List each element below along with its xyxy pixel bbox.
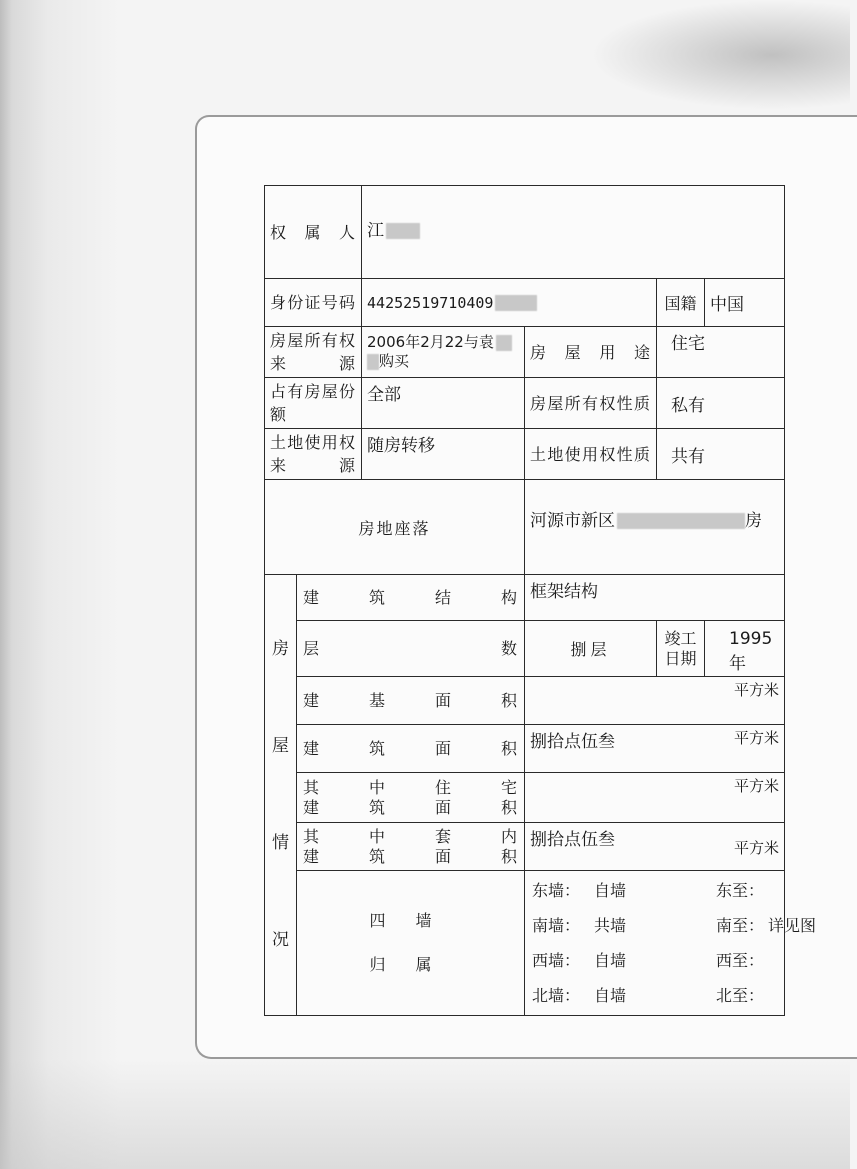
wall-row-west [532,943,716,978]
boundary-name: 东至： [716,881,765,900]
location-label: 房地座落 [265,480,525,575]
ownership-source-line2: 购买 [379,352,410,370]
completion-value: 1995年 [705,621,785,677]
scan-shadow [0,0,120,1169]
id-value [362,279,657,327]
share-value: 全部 [362,378,525,429]
nationality-value: 中国 [705,279,785,327]
owner-label: 权属人 [265,186,362,279]
residential-area-label [297,773,525,823]
owner-name: 江 [367,221,385,241]
location-value [525,480,785,575]
area-unit: 平方米 [734,729,780,747]
inner-area-label-1: 其中套内 [303,826,519,846]
walls-detail [525,871,817,1016]
boundary-south [716,908,816,943]
wall-value: 自墙 [594,881,627,900]
id-label: 身份证号码 [265,279,362,327]
floors-label: 层数 [297,621,525,677]
redaction-mark [495,295,537,311]
house-section-char: 房 [272,639,289,659]
wall-value: 共墙 [594,916,627,935]
house-section-label [265,575,297,1016]
wall-name: 西墙： [532,951,581,970]
usage-value: 住宅 [657,327,785,378]
residential-area-label-2: 建筑面积 [303,797,519,817]
redaction-mark [367,354,379,370]
completion-label-1: 竣工 [664,628,697,648]
boundary-name: 北至： [716,986,765,1005]
land-nature-label: 土地使用权性质 [525,429,657,480]
walls-label-1: 四墙 [369,911,462,930]
structure-value: 框架结构 [525,575,785,621]
wall-row-south [532,908,716,943]
base-area-label: 建基面积 [297,677,525,725]
ownership-source-line1: 2006年2月22与袁 [367,333,494,351]
ownership-nature-label: 房屋所有权性质 [525,378,657,429]
property-record-table [264,185,817,1016]
residential-area-value [525,773,785,823]
floors-value: 捌层 [525,621,657,677]
scan-smudge [590,0,850,110]
location-suffix: 房 [745,511,763,531]
redaction-mark [496,335,512,351]
boundary-north [716,978,816,1013]
structure-label: 建筑结构 [297,575,525,621]
inner-area-label-2: 建筑面积 [303,846,519,866]
house-section-char: 况 [272,930,289,950]
redaction-mark [386,223,420,239]
boundary-value: 详见图 [768,916,817,935]
land-source-value: 随房转移 [362,429,525,480]
wall-row-north [532,978,716,1013]
completion-label [657,621,705,677]
owner-value [362,186,785,279]
land-nature-value: 共有 [657,429,785,480]
walls-label-2: 归属 [369,955,462,974]
building-area-number: 捌拾点伍叁 [530,732,616,752]
usage-label: 房屋用途 [525,327,657,378]
boundary-east [716,873,816,908]
area-unit: 平方米 [734,681,780,699]
share-label: 占有房屋份额 [265,378,362,429]
house-section-char: 情 [272,833,289,853]
inner-area-label [297,823,525,871]
area-unit: 平方米 [734,839,780,857]
nationality-label: 国籍 [657,279,705,327]
inner-area-number: 捌拾点伍叁 [530,830,616,850]
wall-row-east [532,873,716,908]
wall-name: 东墙： [532,881,581,900]
location-prefix: 河源市新区 [530,511,616,531]
ownership-source-value [362,327,525,378]
wall-name: 北墙： [532,986,581,1005]
boundary-name: 西至： [716,951,765,970]
inner-area-value [525,823,785,871]
wall-value: 自墙 [594,951,627,970]
id-number: 44252519710409 [367,293,494,312]
building-area-label: 建筑面积 [297,725,525,773]
house-section-char: 屋 [272,736,289,756]
wall-value: 自墙 [594,986,627,1005]
land-source-label: 土地使用权来源 [265,429,362,480]
scan-shadow-bottom [0,1059,850,1169]
completion-label-2: 日期 [664,648,697,668]
area-unit: 平方米 [734,777,780,795]
boundary-name: 南至： [716,916,765,935]
base-area-value [525,677,785,725]
boundary-west [716,943,816,978]
building-area-value [525,725,785,773]
residential-area-label-1: 其中住宅 [303,777,519,797]
ownership-source-label: 房屋所有权来源 [265,327,362,378]
redaction-mark [617,513,745,529]
wall-name: 南墙： [532,916,581,935]
ownership-nature-value: 私有 [657,378,785,429]
walls-label [297,871,525,1016]
